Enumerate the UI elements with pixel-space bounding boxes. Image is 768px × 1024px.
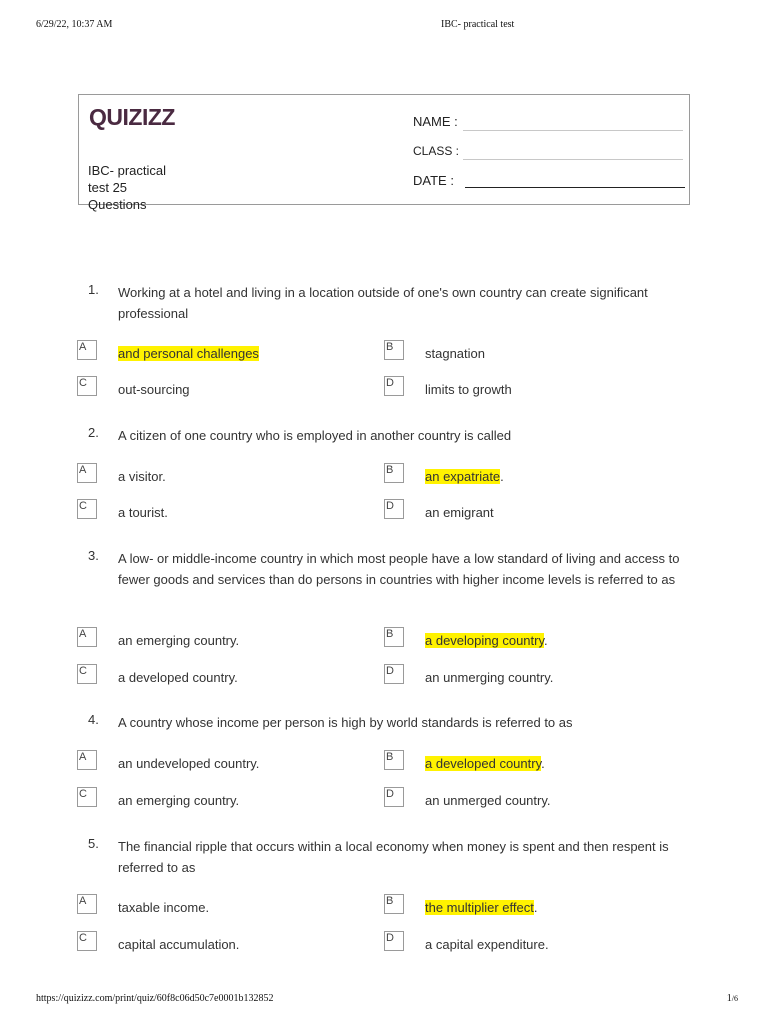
option-text: taxable income.: [118, 900, 210, 915]
question-text: The financial ripple that occurs within a local economy when money is spent and then respent is referred to as: [118, 839, 669, 875]
option-letter-box: B: [384, 627, 404, 647]
correct-answer-highlight: a developed country: [425, 756, 542, 771]
option-suffix: .: [541, 756, 545, 771]
print-url: https://quizizz.com/print/quiz/60f8c06d50c7e0001b132852: [36, 993, 274, 1004]
option-text: a visitor.: [118, 469, 166, 484]
option-text: an undeveloped country.: [118, 756, 260, 771]
option-letter-box: C: [77, 376, 97, 396]
option-text: a tourist.: [118, 505, 168, 520]
quiz-title-line: Questions: [88, 197, 147, 212]
quiz-title: [88, 162, 198, 213]
option-suffix: .: [500, 469, 504, 484]
date-field: [413, 173, 454, 188]
correct-answer-highlight: and personal challenges: [118, 346, 259, 361]
option-letter-box: B: [384, 463, 404, 483]
option-text: [425, 900, 538, 915]
option-letter-box: D: [384, 499, 404, 519]
option-text: an unmerging country.: [425, 670, 554, 685]
class-line: [463, 159, 683, 160]
option-1c: [77, 377, 357, 402]
name-field: [413, 114, 458, 129]
option-letter-box: D: [384, 664, 404, 684]
print-timestamp: 6/29/22, 10:37 AM: [36, 19, 113, 30]
option-text: limits to growth: [425, 382, 512, 397]
option-3b: [384, 628, 664, 653]
option-text: an emerging country.: [118, 793, 240, 808]
question-number: 1.: [88, 282, 99, 297]
option-text: an emerging country.: [118, 633, 240, 648]
option-text: an unmerged country.: [425, 793, 551, 808]
option-text: an emigrant: [425, 505, 494, 520]
option-1a: [77, 341, 357, 366]
question-text: A citizen of one country who is employed in another country is called: [118, 428, 512, 443]
question-text: A low- or middle-income country in which most people have a low standard of living and access to fewer goods and services than do persons in countries with higher income levels is referred to as: [118, 551, 680, 587]
option-5a: [77, 895, 357, 920]
option-text: a capital expenditure.: [425, 937, 549, 952]
option-text: stagnation: [425, 346, 485, 361]
option-1b: [384, 341, 664, 366]
quiz-title-line: IBC- practical: [88, 163, 167, 178]
option-letter-box: D: [384, 787, 404, 807]
class-field: [413, 144, 459, 158]
option-letter-box: A: [77, 894, 97, 914]
option-text: a developed country.: [118, 670, 238, 685]
name-label: NAME :: [413, 114, 458, 129]
option-2b: [384, 464, 664, 489]
quiz-header-box: [78, 94, 690, 212]
option-4b: [384, 751, 664, 776]
class-label: CLASS :: [413, 144, 460, 158]
option-letter-box: A: [77, 627, 97, 647]
question-text: A country whose income per person is high by world standards is referred to as: [118, 715, 573, 730]
page-total: /6: [731, 994, 738, 1003]
option-text: [118, 346, 259, 361]
option-letter-box: C: [77, 787, 97, 807]
question-number: 2.: [88, 425, 99, 440]
quizizz-logo: QUIZIZZ: [89, 104, 175, 130]
name-line: [463, 130, 683, 131]
date-line: [465, 187, 685, 188]
option-3c: [77, 665, 357, 690]
correct-answer-highlight: a developing country: [425, 633, 545, 648]
option-text: [425, 756, 545, 771]
option-letter-box: B: [384, 340, 404, 360]
option-letter-box: C: [77, 664, 97, 684]
option-letter-box: B: [384, 894, 404, 914]
option-4d: [384, 788, 664, 813]
option-5d: [384, 932, 664, 957]
option-4a: [77, 751, 357, 776]
date-label: DATE :: [413, 173, 454, 188]
print-footer: [36, 993, 738, 1007]
correct-answer-highlight: the multiplier effect: [425, 900, 534, 915]
option-text: capital accumulation.: [118, 937, 240, 952]
option-4c: [77, 788, 357, 813]
option-letter-box: C: [77, 931, 97, 951]
option-suffix: .: [544, 633, 548, 648]
option-letter-box: B: [384, 750, 404, 770]
option-2a: [77, 464, 357, 489]
page-current: 1: [726, 993, 732, 1004]
option-text: [425, 633, 548, 648]
option-3a: [77, 628, 357, 653]
option-text: [425, 469, 504, 484]
option-suffix: .: [533, 900, 538, 915]
option-text: out-sourcing: [118, 382, 190, 397]
question-number: 4.: [88, 712, 99, 727]
print-title: IBC- practical test: [441, 19, 515, 30]
print-header: [36, 19, 738, 33]
option-2d: [384, 500, 664, 525]
option-3d: [384, 665, 664, 690]
option-5b: [384, 895, 664, 920]
option-letter-box: D: [384, 931, 404, 951]
option-5c: [77, 932, 357, 957]
quiz-title-line: test 25: [88, 180, 128, 195]
option-1d: [384, 377, 664, 402]
option-letter-box: A: [77, 463, 97, 483]
option-letter-box: A: [77, 340, 97, 360]
correct-answer-highlight: an expatriate: [425, 469, 501, 484]
question-number: 3.: [88, 548, 99, 563]
option-letter-box: A: [77, 750, 97, 770]
question-text: Working at a hotel and living in a location outside of one's own country can create significant professional: [118, 285, 648, 321]
option-letter-box: C: [77, 499, 97, 519]
option-letter-box: D: [384, 376, 404, 396]
option-2c: [77, 500, 357, 525]
page-number: [727, 993, 738, 1004]
question-number: 5.: [88, 836, 99, 851]
